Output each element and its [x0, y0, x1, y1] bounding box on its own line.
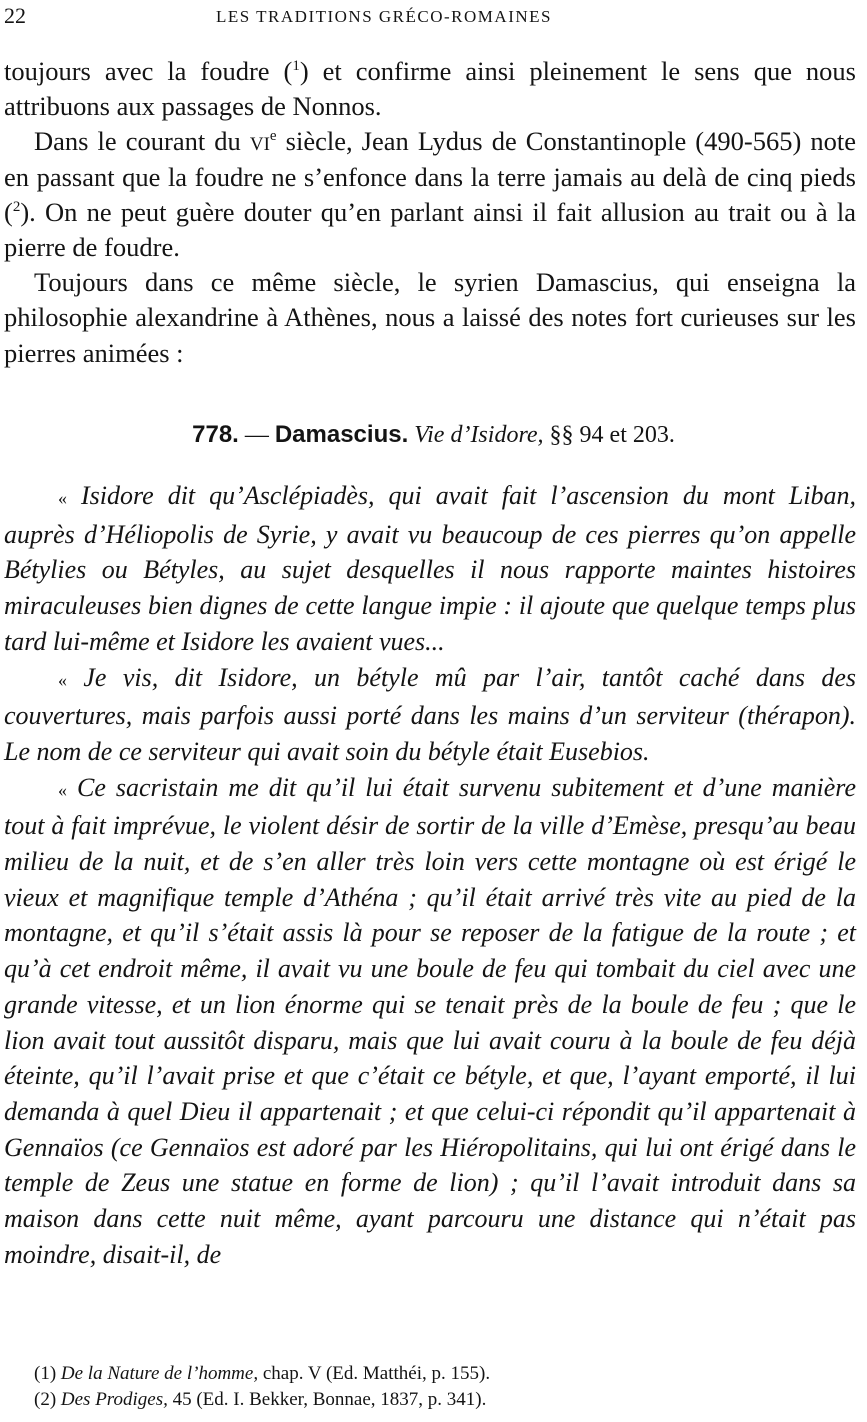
paragraph-1: toujours avec la foudre ($^1$) et confirme ainsi pleinement le sens que nous attribuons aux passages de Nonnos. [4, 56, 856, 122]
running-title: LES TRADITIONS GRÉCO-ROMAINES [216, 7, 552, 26]
section-refs: §§ 94 et 203. [543, 422, 675, 448]
paragraph-2: Dans le courant du $vi^e$ siècle, Jean Lydus de Constantinople (490-565) note en passant que la foudre ne s’enfonce dans la terre jamais au delà de cinq pieds ($^2$). On ne peut guère douter qu’en parlant ainsi il fait allusion au trait ou à la pierre de foudre. [4, 126, 856, 263]
footnote-2: (2) Des Prodiges, 45 (Ed. I. Bekker, Bonnae, 1837, p. 341). [34, 1389, 487, 1410]
quote-paragraph-3: « Ce sacristain me dit qu’il lui était survenu subitement et d’une manière tout à fait imprévue, le violent désir de sortir de la ville d’Emèse, presqu’au beau milieu de la nuit, et de s’en aller très loin vers cette montagne où est érigé le vieux et magnifique temple d’Athéna ; qu’il était arrivé très vite au pied de la montagne, et qu’il s’était assis là pour se reposer de la fatigue de la route ; et qu’à cet endroit même, il avait vu une boule de feu qui tombait du ciel avec une grande vitesse, et un lion énorme qui se tenait près de la boule de feu ; que le lion avait tout aussitôt disparu, mais que lui avait couru à la boule de feu déjà éteinte, qu’il l’avait prise et que c’était ce bétyle, et que, l’ayant emporté, il lui demanda à quel Dieu il appartenait ; et que celui-ci répondit qu’il appartenait à Gennaïos (ce Gennaïos est adoré par les Hiéropolitains, qui lui ont érigé dans le temple de Zeus une statue en forme de lion) ; qu’il l’avait introduit dans sa maison dans cette nuit même, ayant parcouru une distance qui n’était pas moindre, disait-il, de [4, 772, 857, 1269]
footnote-1: (1) De la Nature de l’homme, chap. V (Ed. Matthéi, p. 155). [34, 1363, 491, 1384]
footnotes [34, 1361, 854, 1413]
quotation [4, 478, 856, 1272]
page-header [4, 4, 860, 30]
quote-paragraph-1: « Isidore dit qu’Asclépiadès, qui avait fait l’ascension du mont Liban, auprès d’Héliopolis de Syrie, y avait vu beaucoup de ces pierres qu’on appelle Bétylies ou Bétyles, au sujet desquelles il nous rapporte maintes histoires miraculeuses bien dignes de cette langue impie : il ajoute que quelque temps plus tard lui-même et Isidore les avaient vues... [4, 481, 857, 656]
page-number: 22 [4, 3, 26, 28]
section-author: Damascius. [274, 421, 409, 448]
section-number: 778. [192, 421, 239, 448]
footnote-ref-2: 2 [12, 198, 21, 215]
section-work-title: Vie d’Isidore, [414, 422, 544, 448]
footnote-ref-1: 1 [292, 58, 300, 75]
body-text [4, 54, 856, 371]
century-numeral: vi [249, 126, 270, 157]
section-heading: 778. — Damascius. Vie d’Isidore, §§ 94 et 203. [192, 421, 675, 448]
quote-paragraph-2: « Je vis, dit Isidore, un bétyle mû par l’air, tantôt caché dans des couvertures, mais parfois aussi porté dans les mains d’un serviteur (thérapon). Le nom de ce serviteur qui avait soin du bétyle était Eusebios. [4, 662, 856, 766]
paragraph-3: Toujours dans ce même siècle, le syrien Damascius, qui enseigna la philosophie alexandrine à Athènes, nous a laissé des notes fort curieuses sur les pierres animées : [4, 267, 856, 368]
